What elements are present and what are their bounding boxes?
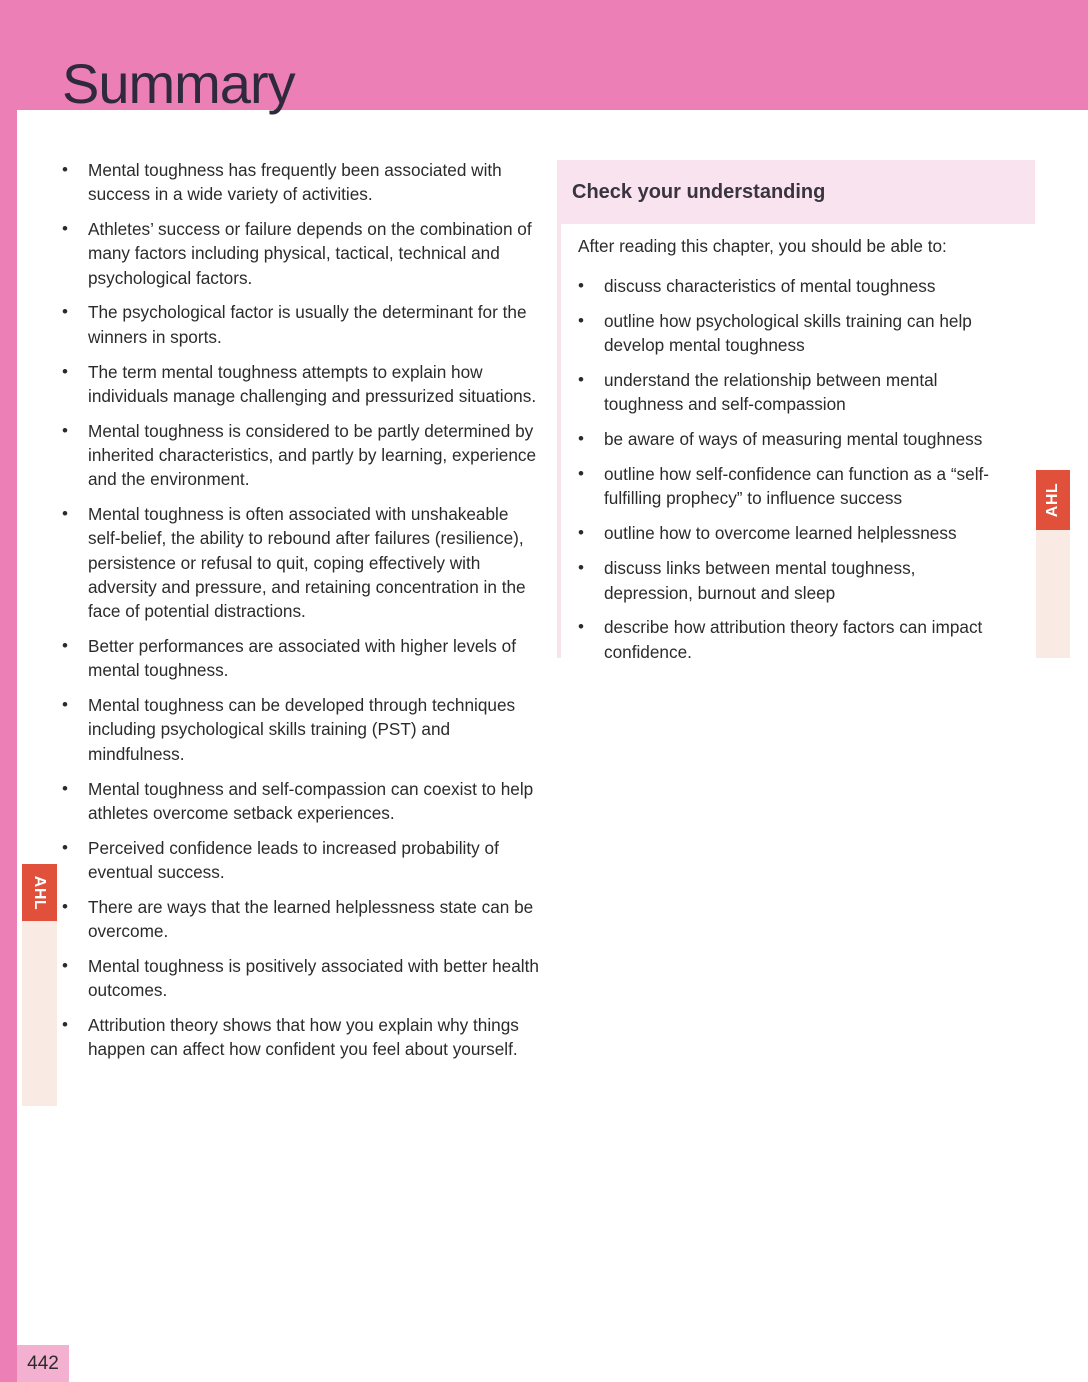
summary-item bbox=[62, 954, 540, 1003]
check-item bbox=[578, 368, 1008, 417]
summary-item-text: Mental toughness can be developed through techniques including psychological skills training (PST) and mindfulness. bbox=[88, 695, 516, 764]
ahl-tag-left bbox=[22, 864, 57, 921]
summary-item bbox=[62, 502, 540, 623]
check-item-text: outline how psychological skills training can help develop mental toughness bbox=[604, 310, 972, 356]
bullet-icon: • bbox=[62, 302, 68, 322]
summary-item bbox=[62, 836, 540, 885]
summary-item bbox=[62, 217, 540, 290]
check-item-text: outline how self-confidence can function as a “self-fulfilling prophecy” to influence success bbox=[604, 464, 990, 509]
bullet-icon: • bbox=[62, 636, 68, 656]
summary-item bbox=[62, 1013, 540, 1062]
summary-item bbox=[62, 300, 540, 349]
summary-item-text: Mental toughness and self-compassion can coexist to help athletes overcome setback experiences. bbox=[88, 778, 534, 823]
check-box-rule bbox=[557, 224, 561, 658]
bullet-icon: • bbox=[578, 370, 584, 390]
summary-list bbox=[62, 158, 540, 1072]
summary-item-text: Athletes’ success or failure depends on the combination of many factors including physical, tactical, technical and psychological factors. bbox=[88, 219, 532, 288]
bullet-icon: • bbox=[578, 617, 584, 637]
check-item bbox=[578, 462, 1008, 511]
bullet-icon: • bbox=[62, 219, 68, 239]
bullet-icon: • bbox=[62, 896, 68, 916]
summary-item-text: Attribution theory shows that how you explain why things happen can affect how confident you feel about yourself. bbox=[88, 1014, 519, 1060]
check-item-text: discuss links between mental toughness, depression, burnout and sleep bbox=[604, 558, 916, 603]
summary-item-text: The term mental toughness attempts to explain how individuals manage challenging and pressurized situations. bbox=[88, 361, 537, 406]
bullet-icon: • bbox=[578, 310, 584, 330]
check-item bbox=[578, 309, 1008, 358]
summary-item bbox=[62, 419, 540, 492]
summary-item-text: There are ways that the learned helplessness state can be overcome. bbox=[88, 896, 534, 942]
check-understanding-title: Check your understanding bbox=[557, 160, 1035, 224]
check-item-text: discuss characteristics of mental toughness bbox=[604, 276, 936, 296]
check-understanding-intro: After reading this chapter, you should be able to: bbox=[578, 236, 947, 256]
summary-item bbox=[62, 158, 540, 207]
bullet-icon: • bbox=[578, 464, 584, 484]
page-title: Summary bbox=[62, 51, 295, 115]
summary-item bbox=[62, 777, 540, 826]
summary-item bbox=[62, 634, 540, 683]
summary-item-text: Mental toughness has frequently been associated with success in a wide variety of activities. bbox=[88, 160, 502, 205]
bullet-icon: • bbox=[578, 523, 584, 543]
check-item-text: be aware of ways of measuring mental toughness bbox=[604, 429, 983, 450]
bullet-icon: • bbox=[62, 955, 68, 975]
bullet-icon: • bbox=[62, 160, 68, 179]
check-item bbox=[578, 556, 1008, 605]
page-number: 442 bbox=[17, 1345, 69, 1382]
summary-item-text: Perceived confidence leads to increased probability of eventual success. bbox=[88, 837, 499, 882]
check-item-text: describe how attribution theory factors can impact confidence. bbox=[604, 617, 983, 662]
ahl-tag-right-label: AHL bbox=[1044, 482, 1062, 518]
bullet-icon: • bbox=[62, 695, 68, 715]
check-item-text: understand the relationship between mental toughness and self-compassion bbox=[604, 370, 938, 415]
bullet-icon: • bbox=[62, 420, 68, 440]
bullet-icon: • bbox=[62, 1014, 68, 1034]
left-margin-strip bbox=[0, 0, 17, 1382]
check-understanding-list bbox=[578, 274, 1008, 675]
summary-item-text: The psychological factor is usually the determinant for the winners in sports. bbox=[88, 302, 527, 347]
summary-item bbox=[62, 895, 540, 944]
bullet-icon: • bbox=[578, 558, 584, 578]
check-item bbox=[578, 521, 1008, 545]
summary-item bbox=[62, 360, 540, 409]
bullet-icon: • bbox=[578, 429, 584, 449]
summary-item bbox=[62, 693, 540, 766]
bullet-icon: • bbox=[62, 504, 68, 524]
summary-item-text: Mental toughness is considered to be partly determined by inherited characteristics, and partly by learning, experience and the environment. bbox=[88, 420, 537, 490]
check-item-text: outline how to overcome learned helplessness bbox=[604, 523, 957, 544]
ahl-tag-right bbox=[1036, 470, 1070, 530]
check-item bbox=[578, 615, 1008, 664]
check-understanding-box bbox=[557, 160, 1035, 662]
bullet-icon: • bbox=[578, 276, 584, 295]
check-item bbox=[578, 274, 1008, 298]
bullet-icon: • bbox=[62, 778, 68, 798]
summary-item-text: Better performances are associated with higher levels of mental toughness. bbox=[88, 636, 516, 681]
bullet-icon: • bbox=[62, 361, 68, 381]
ahl-tag-left-label: AHL bbox=[31, 875, 49, 910]
check-item bbox=[578, 427, 1008, 451]
summary-item-text: Mental toughness is positively associated with better health outcomes. bbox=[88, 955, 539, 1001]
summary-item-text: Mental toughness is often associated with unshakeable self-belief, the ability to rebound after failures (resilience), persistence or refusal to quit, coping effectively with adversity and pressure, and retaining concentration in the face of potential distractions. bbox=[88, 504, 526, 622]
bullet-icon: • bbox=[62, 837, 68, 857]
